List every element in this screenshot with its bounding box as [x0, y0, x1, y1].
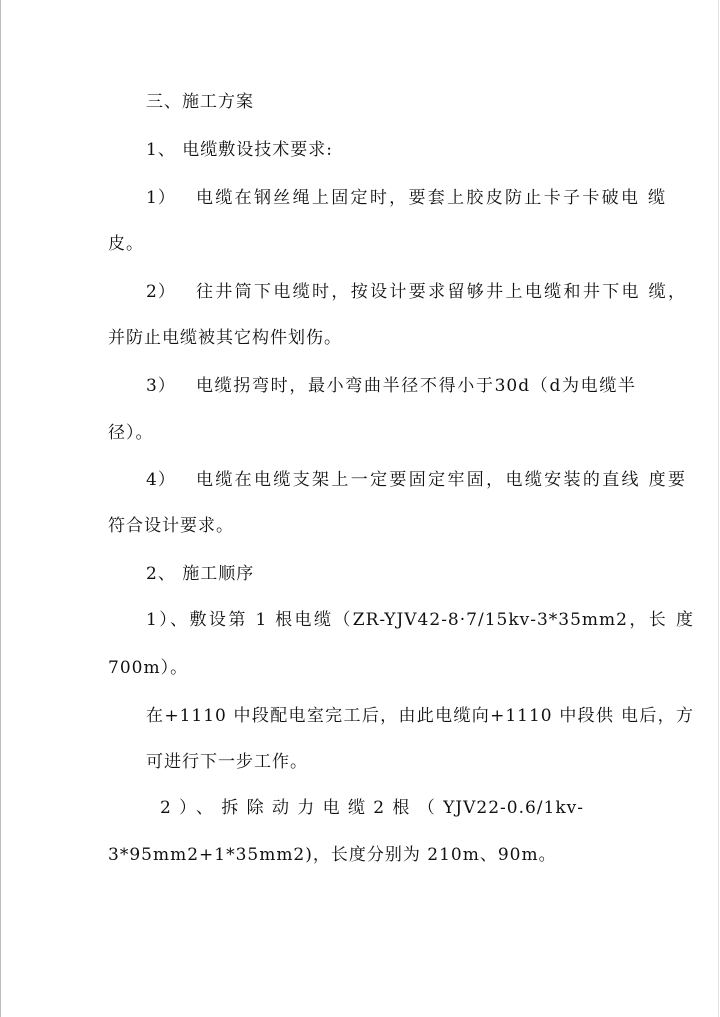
section2-item2-line1: 2）、拆除动力电缆2根（YJV22-0.6/1kv-: [160, 798, 584, 818]
section2-item1-line1: 1）、敷设第 1 根电缆（ZR-YJV42-8·7/15kv-3*35mm2，长 度: [146, 610, 694, 630]
item1-number: 1）: [146, 188, 176, 208]
section2-item2-line2: 3*95mm2+1*35mm2)，长度分别为 210m、90m。: [108, 845, 557, 865]
section2-paragraph-line2: 可进行下一步工作。: [146, 752, 308, 772]
page-left-border: [0, 0, 1, 1017]
item2-text-line2: 并防止电缆被其它构件划伤。: [108, 328, 342, 348]
item3-text-line1: 电缆拐弯时，最小弯曲半径不得小于30d（d为电缆半: [196, 376, 636, 396]
section2-paragraph-line1: 在+1110 中段配电室完工后，由此电缆向+1110 中段供 电后，方: [146, 706, 694, 726]
item3-text-line2: 径）。: [108, 423, 154, 443]
item4-number: 4）: [146, 470, 176, 490]
section2-title: 2、 施工顺序: [146, 564, 255, 584]
item2-number: 2）: [146, 282, 176, 302]
item1-text-line2: 皮。: [108, 234, 144, 254]
item2-text-line1: 往井筒下电缆时，按设计要求留够井上电缆和井下电 缆，: [196, 282, 686, 302]
page-right-border: [718, 0, 719, 1017]
section1-title: 1、 电缆敷设技术要求:: [146, 140, 333, 160]
item3-number: 3）: [146, 376, 176, 396]
section-heading: 三、施工方案: [146, 92, 254, 112]
item1-text-line1: 电缆在钢丝绳上固定时，要套上胶皮防止卡子卡破电 缆: [196, 188, 666, 208]
section2-item1-line2: 700m）。: [108, 658, 189, 678]
item4-text-line1: 电缆在电缆支架上一定要固定牢固，电缆安装的直线 度要: [196, 470, 686, 490]
item4-text-line2: 符合设计要求。: [108, 516, 234, 536]
